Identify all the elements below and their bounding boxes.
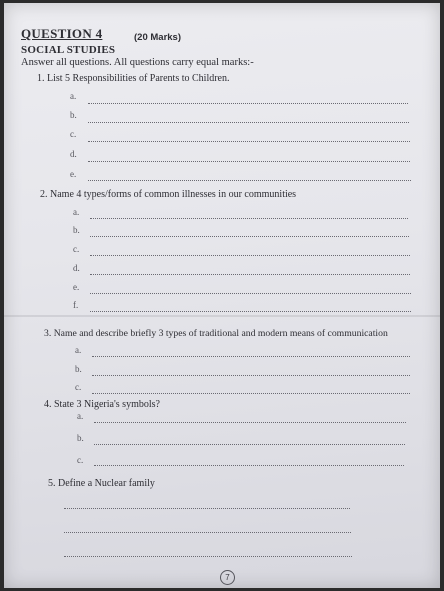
q1-answer-line-c[interactable] bbox=[88, 141, 410, 142]
q2-option-c-label: c. bbox=[73, 244, 80, 254]
question-3-text: 3. Name and describe briefly 3 types of traditional and modern means of communication bbox=[44, 328, 388, 339]
q2-option-a-label: a. bbox=[73, 207, 80, 217]
q1-answer-line-e[interactable] bbox=[88, 180, 411, 181]
q2-option-b-label: b. bbox=[73, 225, 80, 235]
q2-answer-line-e[interactable] bbox=[90, 293, 411, 294]
q1-answer-line-d[interactable] bbox=[88, 161, 410, 162]
q5-answer-line-3[interactable] bbox=[64, 556, 352, 557]
q2-option-f-label: f. bbox=[73, 300, 79, 310]
q2-answer-line-d[interactable] bbox=[90, 274, 410, 275]
q1-option-d-label: d. bbox=[70, 149, 77, 159]
question-title: QUESTION 4 bbox=[21, 26, 103, 41]
q4-option-b-label: b. bbox=[77, 433, 84, 443]
q2-option-e-label: e. bbox=[73, 282, 80, 292]
question-4-text: 4. State 3 Nigeria's symbols? bbox=[44, 399, 160, 410]
page-number: 7 bbox=[220, 570, 235, 585]
q4-answer-line-a[interactable] bbox=[94, 422, 406, 423]
q1-answer-line-b[interactable] bbox=[88, 122, 409, 123]
q1-answer-line-a[interactable] bbox=[88, 103, 408, 104]
q5-answer-line-2[interactable] bbox=[64, 532, 351, 533]
exam-paper bbox=[4, 3, 440, 588]
q2-answer-line-a[interactable] bbox=[90, 218, 408, 219]
q3-answer-line-c[interactable] bbox=[92, 393, 410, 394]
subject-heading: SOCIAL STUDIES bbox=[21, 44, 116, 56]
q3-answer-line-b[interactable] bbox=[92, 375, 410, 376]
question-2-text: 2. Name 4 types/forms of common illnesses in our communities bbox=[40, 189, 297, 200]
q2-answer-line-c[interactable] bbox=[90, 255, 410, 256]
q1-option-a-label: a. bbox=[70, 91, 77, 101]
q4-answer-line-c[interactable] bbox=[94, 465, 404, 466]
q1-option-e-label: e. bbox=[70, 169, 77, 179]
q3-option-c-label: c. bbox=[75, 382, 82, 392]
question-5-text: 5. Define a Nuclear family bbox=[48, 478, 155, 489]
q3-option-b-label: b. bbox=[75, 364, 82, 374]
paper-fold-line bbox=[4, 315, 440, 317]
q4-option-c-label: c. bbox=[77, 455, 84, 465]
q4-answer-line-b[interactable] bbox=[94, 444, 405, 445]
q4-option-a-label: a. bbox=[77, 411, 84, 421]
instruction-text: Answer all questions. All questions carry equal marks:- bbox=[21, 57, 254, 68]
q5-answer-line-1[interactable] bbox=[64, 508, 350, 509]
q2-option-d-label: d. bbox=[73, 263, 80, 273]
q2-answer-line-f[interactable] bbox=[90, 311, 411, 312]
q2-answer-line-b[interactable] bbox=[90, 236, 409, 237]
q3-answer-line-a[interactable] bbox=[92, 356, 410, 357]
question-1-text: 1. List 5 Responsibilities of Parents to Children. bbox=[37, 73, 230, 84]
q1-option-c-label: c. bbox=[70, 129, 77, 139]
q1-option-b-label: b. bbox=[70, 110, 77, 120]
marks-label: (20 Marks) bbox=[134, 32, 181, 43]
q3-option-a-label: a. bbox=[75, 345, 82, 355]
